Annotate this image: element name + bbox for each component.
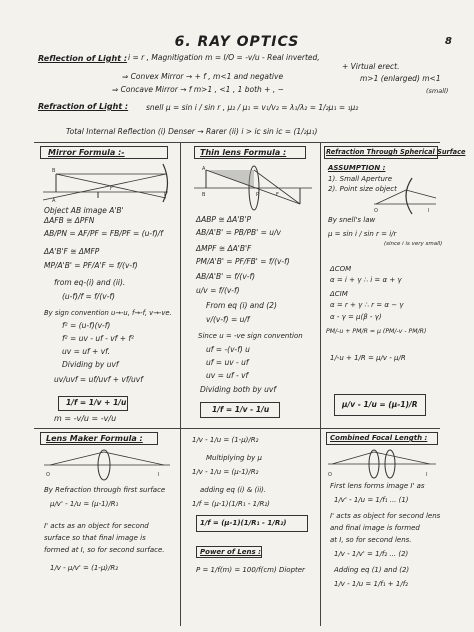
mirror-line-0: Object AB image A'B' <box>44 206 124 215</box>
middle-bottom-line-4: 1/f = (μ-1)(1/R₁ - 1/R₂) <box>192 500 270 508</box>
spherical-line-9: α = r + γ ∴ r = α − γ <box>330 301 404 309</box>
power-formula: P = 1/f(m) = 100/f(cm) Diopter <box>196 566 305 574</box>
mirror-line-7: By sign convention u→-u, f→-f, v→-ve. <box>44 309 172 317</box>
lens-maker-diagram <box>40 448 174 482</box>
middle-bottom-line-0: 1/v - 1/u = (1-μ)/R₂ <box>192 436 259 444</box>
svg-text:F: F <box>276 192 279 198</box>
spherical-line-4: μ = sin i / sin r = i/r <box>328 230 397 238</box>
lens-maker-title: Lens Maker Formula : <box>46 434 143 443</box>
lens-maker-line-1: μ/v' - 1/u = (μ-1)/R₁ <box>50 500 119 508</box>
divider-middle <box>34 428 440 429</box>
thin-lens-line-7: v/(v-f) = u/f <box>206 315 250 324</box>
reflection-line-2b: m>1 (enlarged) m<1 <box>360 74 441 83</box>
thin-lens-line-0: ΔABP ≅ ΔA'B'P <box>196 215 252 224</box>
spherical-line-12: 1/-u + 1/R = μ/v - μ/R <box>330 354 406 362</box>
svg-text:I: I <box>428 208 430 214</box>
refraction-label: Refraction of Light : <box>38 102 129 111</box>
middle-bottom-line-1: Multiplying by μ <box>206 454 262 462</box>
spherical-line-0: ASSUMPTION : <box>328 164 386 172</box>
combined-line-5: 1/v - 1/v' = 1/f₂ ... (2) <box>334 550 409 558</box>
lens-maker-line-5: 1/v - μ/v' = (1-μ)/R₂ <box>50 564 119 572</box>
mirror-line-6: (u-f)/f = f/(v-f) <box>62 292 115 301</box>
spherical-line-13: μ/v - 1/u = (μ-1)/R <box>342 400 418 409</box>
mirror-line-10: uv = uf + vf. <box>62 347 111 356</box>
spherical-line-7: α = i + γ ∴ i = α + γ <box>330 276 402 284</box>
thin-lens-line-3: PM/A'B' = PF/FB' = f/(v-f) <box>196 257 290 266</box>
svg-text:P: P <box>256 192 260 198</box>
thin-lens-line-1: AB/A'B' = PB/PB' = u/v <box>196 228 281 237</box>
refraction-line-1: snell μ = sin i / sin r , μ₂ / μ₁ = v₁/v₂ = λ₁/λ₂ = 1/₂μ₁ = ₁μ₂ <box>146 103 359 112</box>
spherical-line-5: (since i is very small) <box>384 241 443 247</box>
thin-lens-line-6: From eq (i) and (2) <box>206 301 277 310</box>
thin-lens-line-9: uf = -(v-f) u <box>206 345 250 354</box>
mirror-line-5: from eq-(i) and (ii). <box>54 278 126 287</box>
spherical-line-10: α - γ = μ(β - γ) <box>330 313 382 321</box>
reflection-line-3b: (small) <box>426 87 449 95</box>
spherical-line-1: 1). Small Aperture <box>328 175 393 183</box>
thin-lens-line-11: uv = uf - vf <box>206 371 249 380</box>
svg-text:O: O <box>374 208 378 214</box>
page-title: 6. RAY OPTICS <box>174 34 300 50</box>
thin-lens-ray-diagram <box>190 164 316 212</box>
mirror-line-1: ΔAFB ≅ ΔPFN <box>44 216 95 225</box>
spherical-title: Refraction Through Spherical Surface <box>326 148 466 156</box>
combined-line-3: and final image is formed <box>330 524 420 532</box>
mirror-line-11: Dividing by uvf <box>62 360 119 369</box>
lens-maker-line-2: I' acts as an object for second <box>44 522 149 530</box>
spherical-line-2: 2). Point size object <box>328 185 397 193</box>
lens-maker-line-4: formed at I, so for second surface. <box>44 546 165 554</box>
reflection-line-1: i = r , Magnitigation m = I/O = -v/u - Real inverted, <box>128 53 320 62</box>
mirror-line-13: 1/f = 1/v + 1/u <box>66 398 127 407</box>
spherical-line-6: ΔCOM <box>330 265 352 273</box>
combined-line-4: at I, so for second lens. <box>330 536 412 544</box>
reflection-label: Reflection of Light : <box>38 54 128 63</box>
thin-lens-line-5: u/v = f/(v-f) <box>196 286 240 295</box>
svg-text:O: O <box>328 472 332 478</box>
mirror-line-2: AB/PN = AF/PF = FB/PF = (u-f)/f <box>44 229 163 238</box>
refraction-line-2: Total Internal Reflection (i) Denser → Rarer (ii) i > ic sin ic = (1/₂μ₁) <box>66 127 318 136</box>
mirror-line-12: uv/uvf = uf/uvf + vf/uvf <box>54 375 143 384</box>
spherical-line-3: By snell's law <box>328 216 376 224</box>
mirror-title: Mirror Formula :- <box>48 148 125 157</box>
divider-top <box>34 142 440 143</box>
mirror-ray-diagram <box>38 162 178 204</box>
thin-lens-line-12: Dividing both by uvf <box>200 385 276 394</box>
spherical-line-11: PM/-u + PM/R = μ (PM/-v - PM/R) <box>326 328 427 335</box>
lens-maker-line-3: surface so that final image is <box>44 534 146 542</box>
svg-text:I: I <box>158 472 160 478</box>
thin-lens-line-13: 1/f = 1/v - 1/u <box>212 405 270 414</box>
middle-bottom-line-3: adding eq (i) & (ii). <box>200 486 267 494</box>
spherical-line-8: ΔCIM <box>330 290 348 298</box>
combined-line-0: First lens forms image I' as <box>330 482 425 490</box>
combined-line-1: 1/v' - 1/u = 1/f₁ ... (1) <box>334 496 409 504</box>
middle-bottom-line-5: 1/f = (μ-1)(1/R₁ - 1/R₂) <box>200 519 287 527</box>
combined-line-6: Adding eq (1) and (2) <box>334 566 410 574</box>
page-number: 8 <box>445 36 452 47</box>
combined-line-7: 1/v - 1/u = 1/f₁ + 1/f₂ <box>334 580 408 588</box>
svg-text:F: F <box>110 186 113 192</box>
thin-lens-line-2: ΔMPF ≅ ΔA'B'F <box>196 244 252 253</box>
divider-col-1 <box>180 142 181 626</box>
thin-lens-title: Thin lens Formula : <box>200 148 287 157</box>
mirror-line-8: f² = (u-f)(v-f) <box>62 321 111 330</box>
svg-text:A: A <box>52 198 56 204</box>
thin-lens-line-4: AB/A'B' = f/(v-f) <box>196 272 256 281</box>
reflection-line-2: ⇒ Convex Mirror → + f , m<1 and negative <box>122 72 284 81</box>
reflection-line-3: ⇒ Concave Mirror → f m>1 , <1 , 1 both + , − <box>112 85 284 94</box>
svg-text:P: P <box>164 192 168 198</box>
thin-lens-line-10: uf = uv - uf <box>206 358 249 367</box>
svg-text:B: B <box>202 192 206 198</box>
lens-maker-line-0: By Refraction through first surface <box>44 486 166 494</box>
mirror-line-3: ΔA'B'F ≅ ΔMFP <box>44 247 100 256</box>
combined-line-2: I' acts as object for second lens <box>330 512 441 520</box>
mirror-line-9: f² = uv - uf - vf + f² <box>62 334 135 343</box>
power-title: Power of Lens : <box>200 548 261 556</box>
mirror-line-14: m = -v/u = -v/u <box>54 414 117 423</box>
svg-text:O: O <box>46 472 50 478</box>
mirror-line-4: MP/A'B' = PF/A'F = f/(v-f) <box>44 261 138 270</box>
combined-title: Combined Focal Length : <box>330 434 428 442</box>
reflection-line-1b: + Virtual erect. <box>342 62 400 71</box>
svg-text:A: A <box>202 166 206 172</box>
combined-lens-diagram <box>326 448 438 480</box>
divider-col-2 <box>320 142 321 626</box>
svg-text:B: B <box>52 168 56 174</box>
middle-bottom-line-2: 1/v - 1/u = (μ-1)/R₂ <box>192 468 259 476</box>
svg-text:I: I <box>426 472 428 478</box>
thin-lens-line-8: Since u = -ve sign convention <box>198 332 303 340</box>
